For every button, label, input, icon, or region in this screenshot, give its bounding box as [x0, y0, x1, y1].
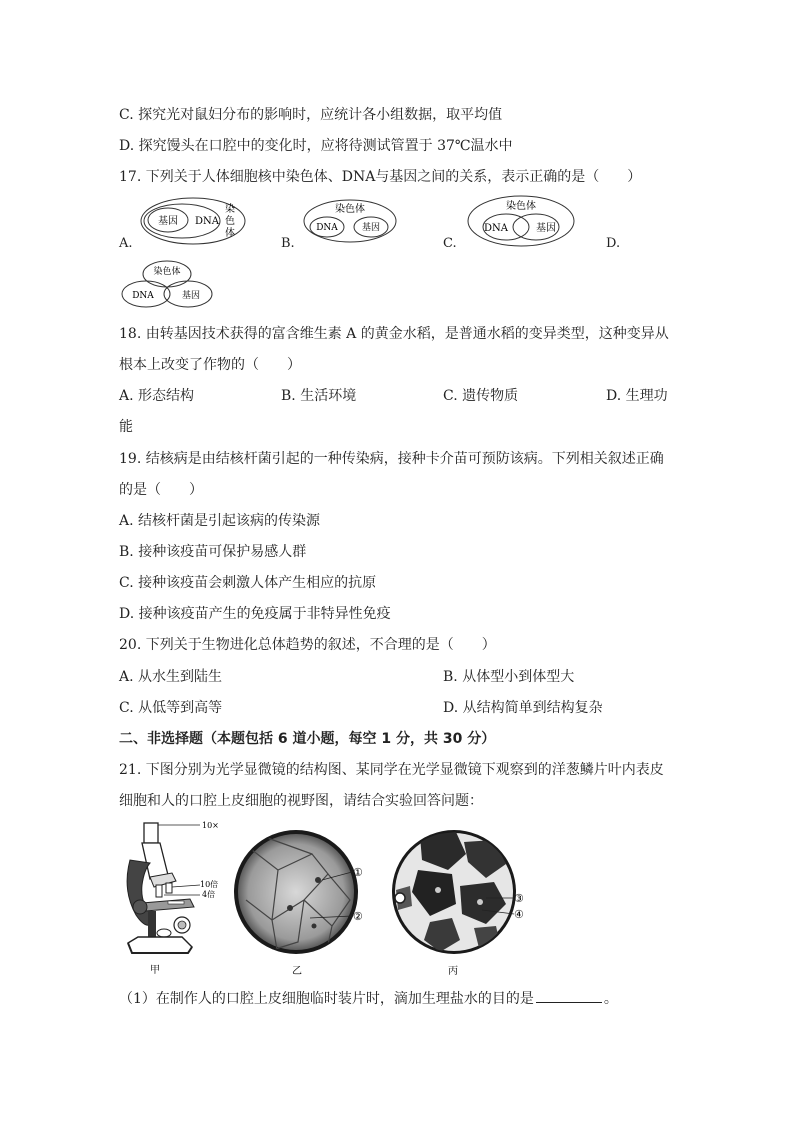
q19-stem-line-2: 的是（ ） [119, 482, 203, 498]
cheek-cells-field-of-view [390, 830, 540, 978]
q21-subquestion-1 [119, 988, 618, 1008]
q17-diagram-c [466, 194, 576, 248]
q21-1-end: 。 [603, 991, 618, 1007]
q19-option-d: D. 接种该疫苗产生的免疫属于非特异性免疫 [119, 606, 391, 622]
q21-stem-line-2: 细胞和人的口腔上皮细胞的视野图，请结合实验回答问题： [119, 793, 483, 809]
dna-label: DNA [195, 216, 219, 227]
q17-diagram-d [119, 258, 217, 310]
q20-option-a: A. 从水生到陆生 [119, 669, 223, 685]
gene-label: 基因 [181, 291, 201, 301]
marker-4: ④ [514, 908, 524, 921]
chromosome-label: 染色体 [335, 204, 365, 215]
q18-option-c: C. 遗传物质 [443, 388, 519, 404]
gene-label: 基因 [536, 223, 556, 234]
dna-label: DNA [132, 291, 154, 301]
chromosome-label: 染色体 [506, 201, 536, 212]
caption-yi: 乙 [292, 966, 302, 977]
q16-option-c: C. 探究光对鼠妇分布的影响时，应统计各小组数据，取平均值 [119, 107, 503, 123]
q20-option-d: D. 从结构简单到结构复杂 [443, 700, 603, 716]
q17-option-a-label: A. [119, 236, 133, 251]
dna-label: DNA [484, 223, 508, 234]
q17-option-b-label: B. [281, 236, 295, 251]
q20-stem: 20. 下列关于生物进化总体趋势的叙述，不合理的是（ ） [119, 637, 496, 653]
q17-diagram-a [140, 196, 250, 246]
q18-stem-line-2: 根本上改变了作物的（ ） [119, 357, 301, 373]
q19-stem-line-1: 19. 结核病是由结核杆菌引起的一种传染病，接种卡介苗可预防该病。下列相关叙述正确 [119, 451, 664, 467]
q18-option-a: A. 形态结构 [119, 388, 195, 404]
q19-option-b: B. 接种该疫苗可保护易感人群 [119, 544, 307, 560]
q18-stem-line-1: 18. 由转基因技术获得的富含维生素 A 的黄金水稻，是普通水稻的变异类型，这种变异从 [119, 326, 669, 342]
q21-1-text: （1）在制作人的口腔上皮细胞临时装片时，滴加生理盐水的目的是 [119, 991, 534, 1007]
chromosome-char-1: 染 [225, 204, 235, 215]
chromosome-char-2: 色 [225, 216, 235, 227]
q19-option-c: C. 接种该疫苗会刺激人体产生相应的抗原 [119, 575, 377, 591]
onion-cells-field-of-view [232, 830, 382, 978]
q18-option-b: B. 生活环境 [281, 388, 357, 404]
q17-option-d-label: D. [606, 236, 621, 251]
caption-bing: 丙 [448, 966, 458, 977]
q18-option-d-continued: 能 [119, 419, 133, 435]
marker-3: ③ [514, 892, 524, 905]
q21-stem-line-1: 21. 下图分别为光学显微镜的结构图、某同学在光学显微镜下观察到的洋葱鳞片叶内表皮 [119, 762, 664, 778]
label-10bei: 10倍 [200, 880, 219, 889]
q18-option-d: D. 生理功 [606, 388, 668, 404]
caption-jia: 甲 [150, 965, 160, 976]
gene-label: 基因 [158, 216, 178, 227]
gene-label: 基因 [361, 223, 381, 233]
chromosome-char-3: 体 [225, 228, 235, 239]
label-10x: 10× [202, 821, 219, 830]
label-4bei: 4倍 [202, 890, 216, 899]
chromosome-label: 染色体 [153, 267, 181, 277]
q16-option-d: D. 探究馒头在口腔中的变化时，应将待测试管置于 37℃温水中 [119, 138, 513, 154]
q17-diagram-b [302, 198, 398, 244]
q20-option-b: B. 从体型小到体型大 [443, 669, 575, 685]
microscope-figure [120, 815, 230, 980]
q20-option-c: C. 从低等到高等 [119, 700, 223, 716]
q17-stem: 17. 下列关于人体细胞核中染色体、DNA与基因之间的关系，表示正确的是（ ） [119, 169, 642, 185]
dna-label: DNA [316, 223, 338, 233]
section-2-heading: 二、非选择题（本题包括 6 道小题，每空 1 分，共 30 分） [119, 731, 496, 747]
marker-2: ② [353, 910, 363, 923]
q19-option-a: A. 结核杆菌是引起该病的传染源 [119, 513, 321, 529]
answer-blank[interactable] [536, 990, 602, 1003]
q17-option-c-label: C. [443, 236, 457, 251]
marker-1: ① [353, 866, 363, 879]
